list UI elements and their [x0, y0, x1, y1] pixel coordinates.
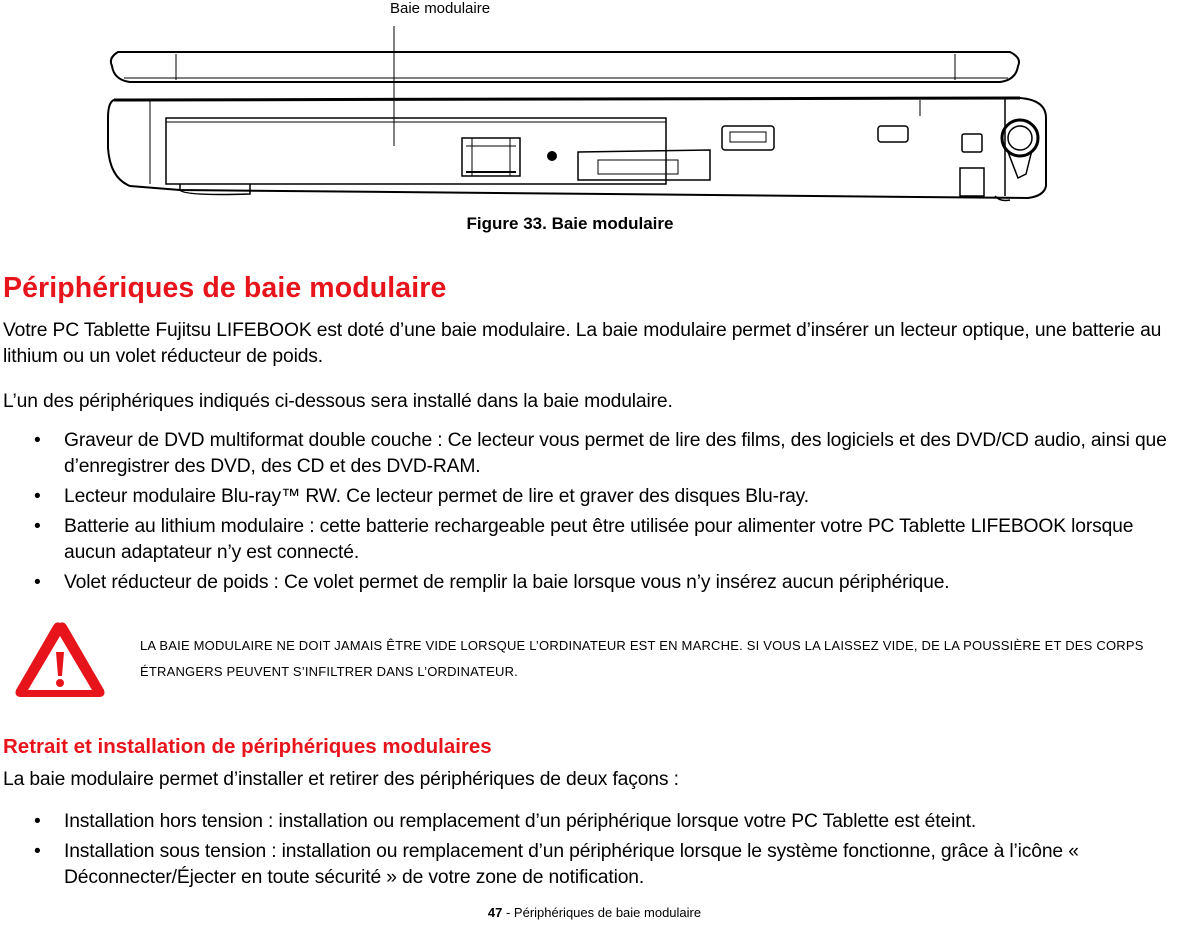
footer-title: Périphériques de baie modulaire [513, 905, 702, 920]
warning-text: LA BAIE MODULAIRE NE DOIT JAMAIS ÊTRE VIDE LORSQUE L’ORDINATEUR EST EN MARCHE. SI VOUS LA LAISSEZ VIDE, DE LA POUSSIÈRE ET DES CORPS ÉTRANGERS PEUVENT S’INFILTRER DANS L’ORDINATEUR. [140, 638, 1144, 679]
port-slot [878, 126, 908, 142]
section-heading: Périphériques de baie modulaire [3, 272, 447, 304]
laptop-side-illustration [100, 18, 1060, 208]
bay-latch [462, 138, 520, 176]
method-list [0, 809, 1189, 895]
bullet-icon: • [34, 486, 41, 507]
bay-indicator [548, 152, 556, 160]
list-item: • Lecteur modulaire Blu-ray™ RW. Ce lecteur permet de lire et graver des disques Blu-ray. [0, 484, 1189, 510]
list-item: • Volet réducteur de poids : Ce volet permet de remplir la baie lorsque vous n’y insérez aucun périphérique. [0, 570, 1189, 596]
security-slot [962, 134, 982, 152]
list-item: • Batterie au lithium modulaire : cette batterie rechargeable peut être utilisée pour alimenter votre PC Tablette LIFEBOOK lorsque aucun adaptateur n’y est connecté. [34, 516, 1134, 563]
warning-triangle-icon [12, 618, 108, 702]
page-footer [0, 905, 1189, 920]
bullet-icon: • [34, 516, 41, 537]
subsection-heading: Retrait et installation de périphériques modulaires [3, 735, 492, 758]
modular-bay [166, 118, 666, 184]
laptop-base [108, 98, 1046, 198]
subsection-intro: La baie modulaire permet d’installer et retirer des périphériques de deux façons : [3, 769, 679, 790]
bullet-icon: • [34, 430, 41, 451]
list-item: • Installation sous tension : installation ou remplacement d’un périphérique lorsque le système fonctionne, grâce à l’icône « Déconnecter/Éjecter en toute sécurité » de votre zone de notification. [34, 841, 1079, 888]
device-list [0, 428, 1189, 600]
footer-separator: - [502, 905, 514, 920]
section-intro: Votre PC Tablette Fujitsu LIFEBOOK est doté d’une baie modulaire. La baie modulaire permet d’insérer un lecteur optique, une batterie au lithium ou un volet réducteur de poids. [3, 320, 1162, 367]
bullet-icon: • [34, 572, 41, 593]
list-item: • Graveur de DVD multiformat double couche : Ce lecteur vous permet de lire des films, des logiciels et des DVD/CD audio, ainsi que d’enregistrer des DVD, des CD et des DVD-RAM. [34, 430, 1167, 477]
page-number: 47 [487, 905, 503, 920]
figure-caption: Figure 33. Baie modulaire [466, 214, 674, 233]
figure-callout-label: Baie modulaire [390, 0, 491, 17]
bullet-icon: • [34, 811, 41, 832]
bullet-icon: • [34, 841, 41, 862]
section-lead: L’un des périphériques indiqués ci-dessous sera installé dans la baie modulaire. [3, 391, 673, 412]
list-item: • Installation hors tension : installation ou remplacement d’un périphérique lorsque votre PC Tablette est éteint. [0, 809, 1189, 835]
